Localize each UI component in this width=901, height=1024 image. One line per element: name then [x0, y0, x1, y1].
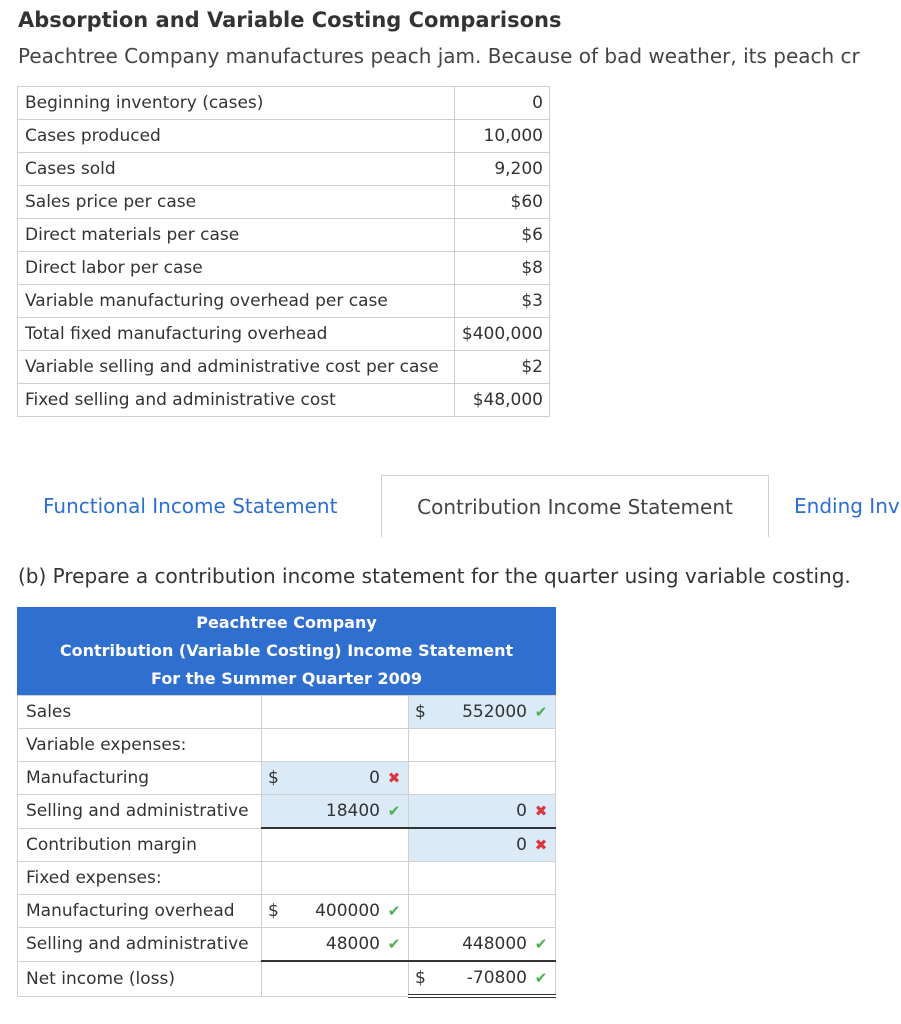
table-row — [18, 219, 550, 252]
row-label: Manufacturing overhead — [18, 895, 262, 928]
empty-cell — [409, 862, 556, 895]
empty-cell — [262, 828, 409, 862]
total-fixed-expenses-input[interactable] — [409, 928, 556, 962]
row-label: Manufacturing — [18, 762, 262, 795]
row-value: 10,000 — [454, 120, 549, 153]
row-label: Cases sold — [18, 153, 455, 186]
row-label: Total fixed manufacturing overhead — [18, 318, 455, 351]
table-row — [18, 729, 556, 762]
total-variable-expenses-value: 0 — [516, 801, 527, 821]
empty-cell — [262, 961, 409, 996]
variable-selling-admin-input[interactable] — [262, 795, 409, 829]
fixed-selling-admin-value: 48000 — [325, 934, 380, 954]
table-row — [18, 252, 550, 285]
table-row — [18, 795, 556, 829]
check-icon: ✔ — [387, 935, 401, 953]
row-label: Cases produced — [18, 120, 455, 153]
row-label: Direct materials per case — [18, 219, 455, 252]
row-label: Sales — [18, 696, 262, 729]
table-row — [18, 318, 550, 351]
table-row — [18, 351, 550, 384]
table-row — [18, 862, 556, 895]
empty-cell — [262, 729, 409, 762]
tab-ending-inventory[interactable]: Ending Inv — [794, 494, 900, 518]
given-data-table — [17, 86, 550, 417]
row-value: $400,000 — [454, 318, 549, 351]
cross-icon: ✖ — [387, 769, 401, 787]
company-name: Peachtree Company — [196, 613, 377, 632]
row-label: Direct labor per case — [18, 252, 455, 285]
page-title: Absorption and Variable Costing Comparisons — [18, 8, 562, 32]
income-statement-table — [17, 695, 556, 998]
empty-cell — [262, 696, 409, 729]
empty-cell — [409, 762, 556, 795]
fixed-manufacturing-overhead-value: 400000 — [315, 901, 380, 921]
table-row — [18, 928, 556, 962]
check-icon: ✔ — [534, 703, 548, 721]
currency-symbol: $ — [268, 901, 279, 921]
table-row — [18, 186, 550, 219]
tab-functional-income-statement[interactable]: Functional Income Statement — [43, 494, 338, 518]
row-value: $8 — [454, 252, 549, 285]
row-label: Sales price per case — [18, 186, 455, 219]
table-row — [18, 384, 550, 417]
check-icon: ✔ — [387, 802, 401, 820]
sales-input[interactable] — [409, 696, 556, 729]
row-value: 0 — [454, 87, 549, 120]
variable-manufacturing-input[interactable] — [262, 762, 409, 795]
tab-bar — [18, 475, 901, 537]
table-row — [18, 961, 556, 996]
empty-cell — [262, 862, 409, 895]
table-row — [18, 285, 550, 318]
cross-icon: ✖ — [534, 836, 548, 854]
total-variable-expenses-input[interactable] — [409, 795, 556, 829]
row-value: $6 — [454, 219, 549, 252]
table-row — [18, 762, 556, 795]
contribution-margin-value: 0 — [516, 835, 527, 855]
row-label: Selling and administrative — [18, 928, 262, 962]
statement-header — [17, 607, 556, 695]
row-value: 9,200 — [454, 153, 549, 186]
cross-icon: ✖ — [534, 802, 548, 820]
currency-symbol: $ — [415, 968, 426, 988]
variable-selling-admin-value: 18400 — [325, 801, 380, 821]
statement-name: Contribution (Variable Costing) Income Statement — [59, 641, 514, 660]
empty-cell — [409, 729, 556, 762]
problem-intro: Peachtree Company manufactures peach jam. Because of bad weather, its peach cr — [18, 44, 860, 68]
statement-period: For the Summer Quarter 2009 — [151, 669, 422, 688]
table-row — [18, 87, 550, 120]
row-label: Selling and administrative — [18, 795, 262, 829]
row-value: $60 — [454, 186, 549, 219]
table-row — [18, 895, 556, 928]
currency-symbol: $ — [415, 702, 426, 722]
row-label: Fixed expenses: — [18, 862, 262, 895]
table-row — [18, 828, 556, 862]
total-fixed-expenses-value: 448000 — [462, 934, 527, 954]
table-row — [18, 120, 550, 153]
row-label: Variable selling and administrative cost per case — [18, 351, 455, 384]
sales-value: 552000 — [462, 702, 527, 722]
empty-cell — [409, 895, 556, 928]
check-icon: ✔ — [534, 969, 548, 987]
tab-contribution-income-statement[interactable]: Contribution Income Statement — [381, 475, 769, 537]
row-label: Fixed selling and administrative cost — [18, 384, 455, 417]
row-label: Contribution margin — [18, 828, 262, 862]
row-label: Net income (loss) — [18, 961, 262, 996]
row-label: Beginning inventory (cases) — [18, 87, 455, 120]
row-value: $48,000 — [454, 384, 549, 417]
question-text: (b) Prepare a contribution income statement for the quarter using variable costing. — [18, 564, 851, 588]
net-income-value: -70800 — [466, 968, 527, 988]
check-icon: ✔ — [387, 902, 401, 920]
table-row — [18, 153, 550, 186]
fixed-manufacturing-overhead-input[interactable] — [262, 895, 409, 928]
contribution-margin-input[interactable] — [409, 828, 556, 862]
check-icon: ✔ — [534, 935, 548, 953]
table-row — [18, 696, 556, 729]
variable-manufacturing-value: 0 — [369, 768, 380, 788]
net-income-input[interactable] — [409, 961, 556, 996]
row-label: Variable expenses: — [18, 729, 262, 762]
fixed-selling-admin-input[interactable] — [262, 928, 409, 962]
currency-symbol: $ — [268, 768, 279, 788]
row-value: $3 — [454, 285, 549, 318]
row-label: Variable manufacturing overhead per case — [18, 285, 455, 318]
row-value: $2 — [454, 351, 549, 384]
